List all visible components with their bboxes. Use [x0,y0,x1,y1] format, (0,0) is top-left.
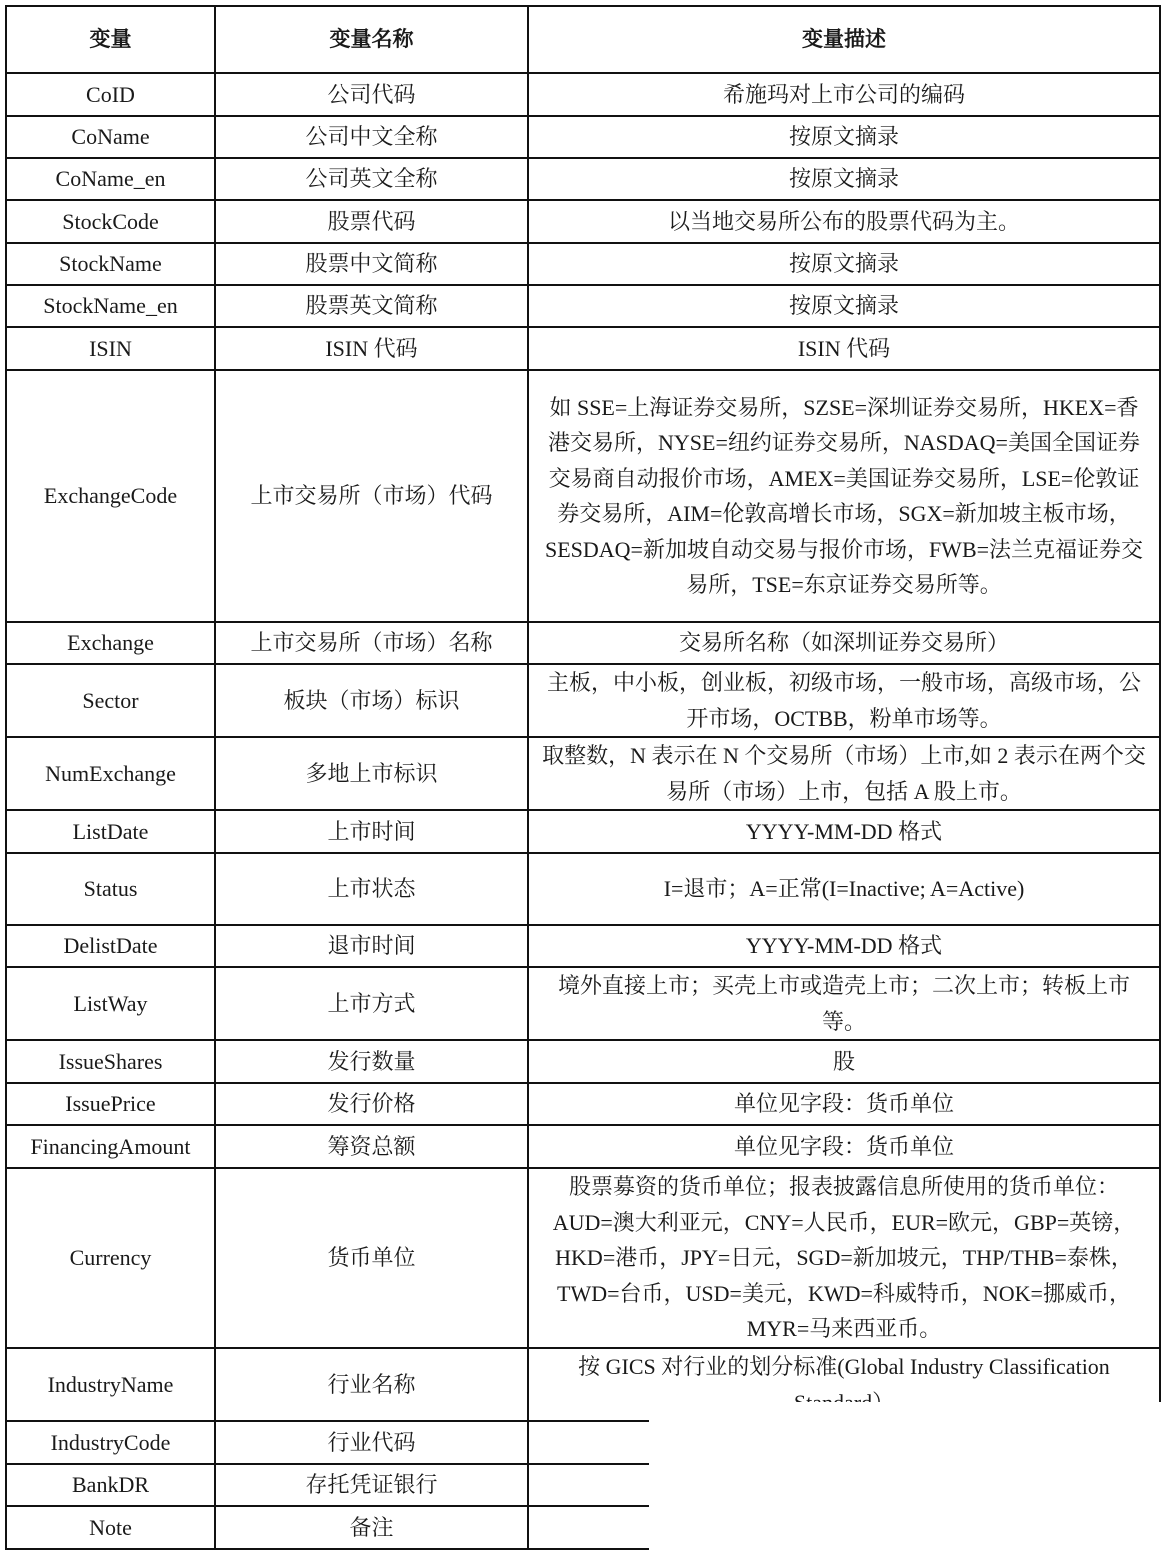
table-row [6,1168,1160,1348]
variable-description-cell: 取整数，N 表示在 N 个交易所（市场）上市,如 2 表示在两个交易所（市场）上市，包括 A 股上市。 [528,737,1160,810]
variable-description-cell: 希施玛对上市公司的编码 [528,73,1160,116]
variable-cell: ListDate [6,810,215,853]
variable-name-cell: 股票英文简称 [215,285,528,327]
variable-name-cell: 上市交易所（市场）名称 [215,622,528,664]
table-row [6,200,1160,243]
header-variable: 变量 [6,6,215,73]
variable-name-cell: 备注 [215,1506,528,1549]
variable-cell: IndustryName [6,1348,215,1421]
variable-name-cell: 货币单位 [215,1168,528,1348]
variable-cell: ISIN [6,327,215,370]
variable-name-cell: 公司中文全称 [215,116,528,158]
variable-description-cell: 按原文摘录 [528,116,1160,158]
variable-cell: IssuePrice [6,1083,215,1125]
table-row [6,925,1160,967]
table-row [6,664,1160,737]
variable-description-cell: 单位见字段：货币单位 [528,1083,1160,1125]
variable-description-cell: 如 SSE=上海证券交易所，SZSE=深圳证券交易所，HKEX=香港交易所，NYSE=纽约证券交易所，NASDAQ=美国全国证券交易商自动报价市场，AMEX=美国证券交易所，LSE=伦敦证券交易所，AIM=伦敦高增长市场，SGX=新加坡主板市场，SESDAQ=新加坡自动交易与报价市场，FWB=法兰克福证券交易所，TSE=东京证券交易所等。 [528,370,1160,622]
variable-name-cell: 公司英文全称 [215,158,528,200]
table-row [6,1125,1160,1168]
variable-cell: StockName [6,243,215,285]
table-row [6,158,1160,200]
variable-description-cell: 按原文摘录 [528,285,1160,327]
variable-name-cell: 上市时间 [215,810,528,853]
table-row [6,370,1160,622]
variable-description-cell: 单位见字段：货币单位 [528,1125,1160,1168]
table-row [6,116,1160,158]
variable-description-cell: 主板，中小板，创业板，初级市场，一般市场，高级市场，公开市场，OCTBB，粉单市场等。 [528,664,1160,737]
table-row [6,243,1160,285]
variable-description-cell: YYYY-MM-DD 格式 [528,810,1160,853]
variable-description-cell: 按原文摘录 [528,158,1160,200]
variable-name-cell: 行业名称 [215,1348,528,1421]
variable-cell: ListWay [6,967,215,1040]
variable-name-cell: 股票代码 [215,200,528,243]
variable-description-cell: 按原文摘录 [528,243,1160,285]
variable-name-cell: 上市交易所（市场）代码 [215,370,528,622]
header-variable-description: 变量描述 [528,6,1160,73]
variable-name-cell: 存托凭证银行 [215,1464,528,1506]
table-row [6,73,1160,116]
table-row [6,737,1160,810]
table-row [6,622,1160,664]
variable-cell: Sector [6,664,215,737]
table-row [6,285,1160,327]
table-row [6,327,1160,370]
variable-name-cell: 发行价格 [215,1083,528,1125]
variable-name-cell: 上市方式 [215,967,528,1040]
variable-description-cell: 股 [528,1040,1160,1083]
variable-name-cell: 行业代码 [215,1421,528,1464]
variable-name-cell: 退市时间 [215,925,528,967]
variable-cell: NumExchange [6,737,215,810]
image-cutout-blank [649,1402,1166,1560]
variable-description-cell: 股票募资的货币单位；报表披露信息所使用的货币单位：AUD=澳大利亚元，CNY=人民币，EUR=欧元，GBP=英镑，HKD=港币，JPY=日元，SGD=新加坡元，THP/THB=泰株，TWD=台币，USD=美元，KWD=科威特币，NOK=挪威币， MYR=马来西亚币。 [528,1168,1160,1348]
variable-name-cell: 板块（市场）标识 [215,664,528,737]
variable-name-cell: 发行数量 [215,1040,528,1083]
variable-name-cell: 公司代码 [215,73,528,116]
variable-name-cell: ISIN 代码 [215,327,528,370]
variable-description-cell: 按 GICS 对行业的划分标准(Global Industry Classification [528,1348,1160,1421]
variable-description-cell: ISIN 代码 [528,327,1160,370]
variable-cell: Status [6,853,215,925]
variable-cell: CoName [6,116,215,158]
variable-cell: Note [6,1506,215,1549]
table-row [6,810,1160,853]
variable-cell: DelistDate [6,925,215,967]
variable-name-cell: 股票中文简称 [215,243,528,285]
variable-cell: CoName_en [6,158,215,200]
table-row [6,853,1160,925]
variable-cell: Currency [6,1168,215,1348]
variable-cell: ExchangeCode [6,370,215,622]
variable-description-cell: I=退市；A=正常(I=Inactive; A=Active) [528,853,1160,925]
variable-description-cell: YYYY-MM-DD 格式 [528,925,1160,967]
variable-name-cell: 筹资总额 [215,1125,528,1168]
variable-cell: BankDR [6,1464,215,1506]
table-row [6,1040,1160,1083]
variable-table [5,5,1161,1550]
variable-name-cell: 多地上市标识 [215,737,528,810]
variable-description-cell: 境外直接上市；买壳上市或造壳上市；二次上市；转板上市等。 [528,967,1160,1040]
table-row [6,1083,1160,1125]
variable-cell: StockName_en [6,285,215,327]
variable-cell: StockCode [6,200,215,243]
variable-cell: CoID [6,73,215,116]
variable-description-cell: 以当地交易所公布的股票代码为主。 [528,200,1160,243]
header-row [6,6,1160,73]
variable-cell: FinancingAmount [6,1125,215,1168]
variable-cell: IndustryCode [6,1421,215,1464]
variable-cell: IssueShares [6,1040,215,1083]
table-row [6,967,1160,1040]
variable-cell: Exchange [6,622,215,664]
variable-description-cell: 交易所名称（如深圳证券交易所） [528,622,1160,664]
variable-name-cell: 上市状态 [215,853,528,925]
header-variable-name: 变量名称 [215,6,528,73]
